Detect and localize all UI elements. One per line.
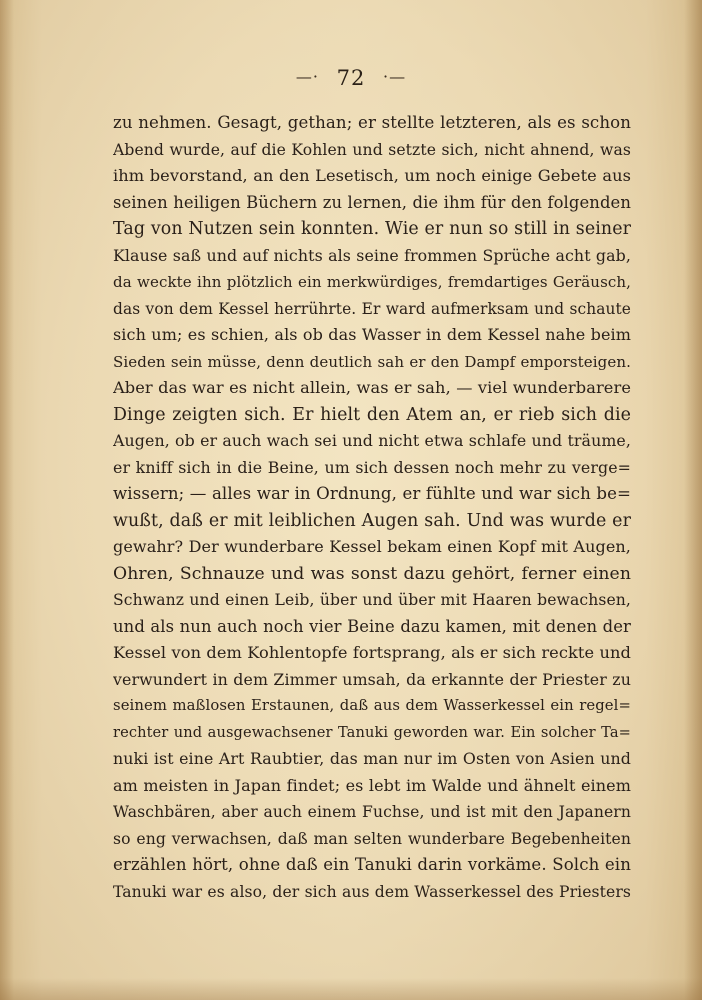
text-line: Ohren, Schnauze und was sonst dazu gehört, ferner einen: [113, 563, 631, 584]
text-line: so eng verwachsen, daß man selten wunderbare Begebenheiten: [113, 829, 631, 848]
text-line: Dinge zeigten sich. Er hielt den Atem an, er rieb sich die: [113, 404, 631, 425]
page-number: 72: [336, 66, 366, 90]
text-line: Aber das war es nicht allein, was er sah, — viel wunderbarere: [113, 378, 631, 397]
text-line: wußt, daß er mit leiblichen Augen sah. Und was wurde er: [113, 510, 631, 531]
text-line: seinen heiligen Büchern zu lernen, die ihm für den folgenden: [113, 192, 631, 212]
text-line: nuki ist eine Art Raubtier, das man nur im Osten von Asien und: [113, 749, 631, 768]
text-line: Waschbären, aber auch einem Fuchse, und ist mit den Japanern: [113, 803, 631, 821]
text-line: seinem maßlosen Erstaunen, daß aus dem Wasserkessel ein regel=: [113, 697, 631, 714]
text-line: Abend wurde, auf die Kohlen und setzte sich, nicht ahnend, was: [113, 140, 631, 159]
text-line: Schwanz und einen Leib, über und über mit Haaren bewachsen,: [113, 591, 631, 609]
text-line: gewahr? Der wunderbare Kessel bekam einen Kopf mit Augen,: [113, 537, 631, 556]
text-line: Tanuki war es also, der sich aus dem Wasserkessel des Priesters: [113, 882, 631, 901]
body-text: [113, 110, 631, 905]
text-line: verwundert in dem Zimmer umsah, da erkannte der Priester zu: [113, 669, 631, 689]
header-left-ornament: —·: [295, 67, 319, 86]
page-edge-shadow-right: [684, 0, 702, 1000]
text-line: da weckte ihn plötzlich ein merkwürdiges, fremdartiges Geräusch,: [113, 273, 631, 291]
text-line: Kessel von dem Kohlentopfe fortsprang, als er sich reckte und: [113, 643, 631, 662]
text-line: am meisten in Japan findet; es lebt im Walde und ähnelt einem: [113, 775, 631, 795]
page-edge-shadow-left: [0, 0, 14, 1000]
text-line: wissern; — alles war in Ordnung, er fühlte und war sich be=: [113, 484, 631, 503]
text-line: und als nun auch noch vier Beine dazu kamen, mit denen der: [113, 616, 631, 636]
text-line: sich um; es schien, als ob das Wasser in dem Kessel nahe beim: [113, 325, 631, 344]
text-line: das von dem Kessel herrührte. Er ward aufmerksam und schaute: [113, 299, 631, 318]
page-header: [0, 66, 702, 90]
text-line: Sieden sein müsse, denn deutlich sah er den Dampf emporsteigen.: [113, 352, 631, 371]
text-line: Klause saß und auf nichts als seine frommen Sprüche acht gab,: [113, 245, 631, 265]
text-line: Tag von Nutzen sein konnten. Wie er nun so still in seiner: [113, 219, 631, 239]
header-right-ornament: ·—: [383, 67, 407, 86]
text-line: erzählen hört, ohne daß ein Tanuki darin vorkäme. Solch ein: [113, 855, 631, 874]
page-edge-shadow-bottom: [0, 978, 702, 1000]
text-line: zu nehmen. Gesagt, gethan; er stellte letzteren, als es schon: [113, 113, 631, 132]
text-line: er kniff sich in die Beine, um sich dessen noch mehr zu verge=: [113, 457, 631, 477]
text-line: Augen, ob er auch wach sei und nicht etwa schlafe und träume,: [113, 431, 631, 450]
text-line: ihm bevorstand, an den Lesetisch, um noch einige Gebete aus: [113, 166, 631, 185]
text-line: rechter und ausgewachsener Tanuki geworden war. Ein solcher Ta=: [113, 723, 631, 741]
